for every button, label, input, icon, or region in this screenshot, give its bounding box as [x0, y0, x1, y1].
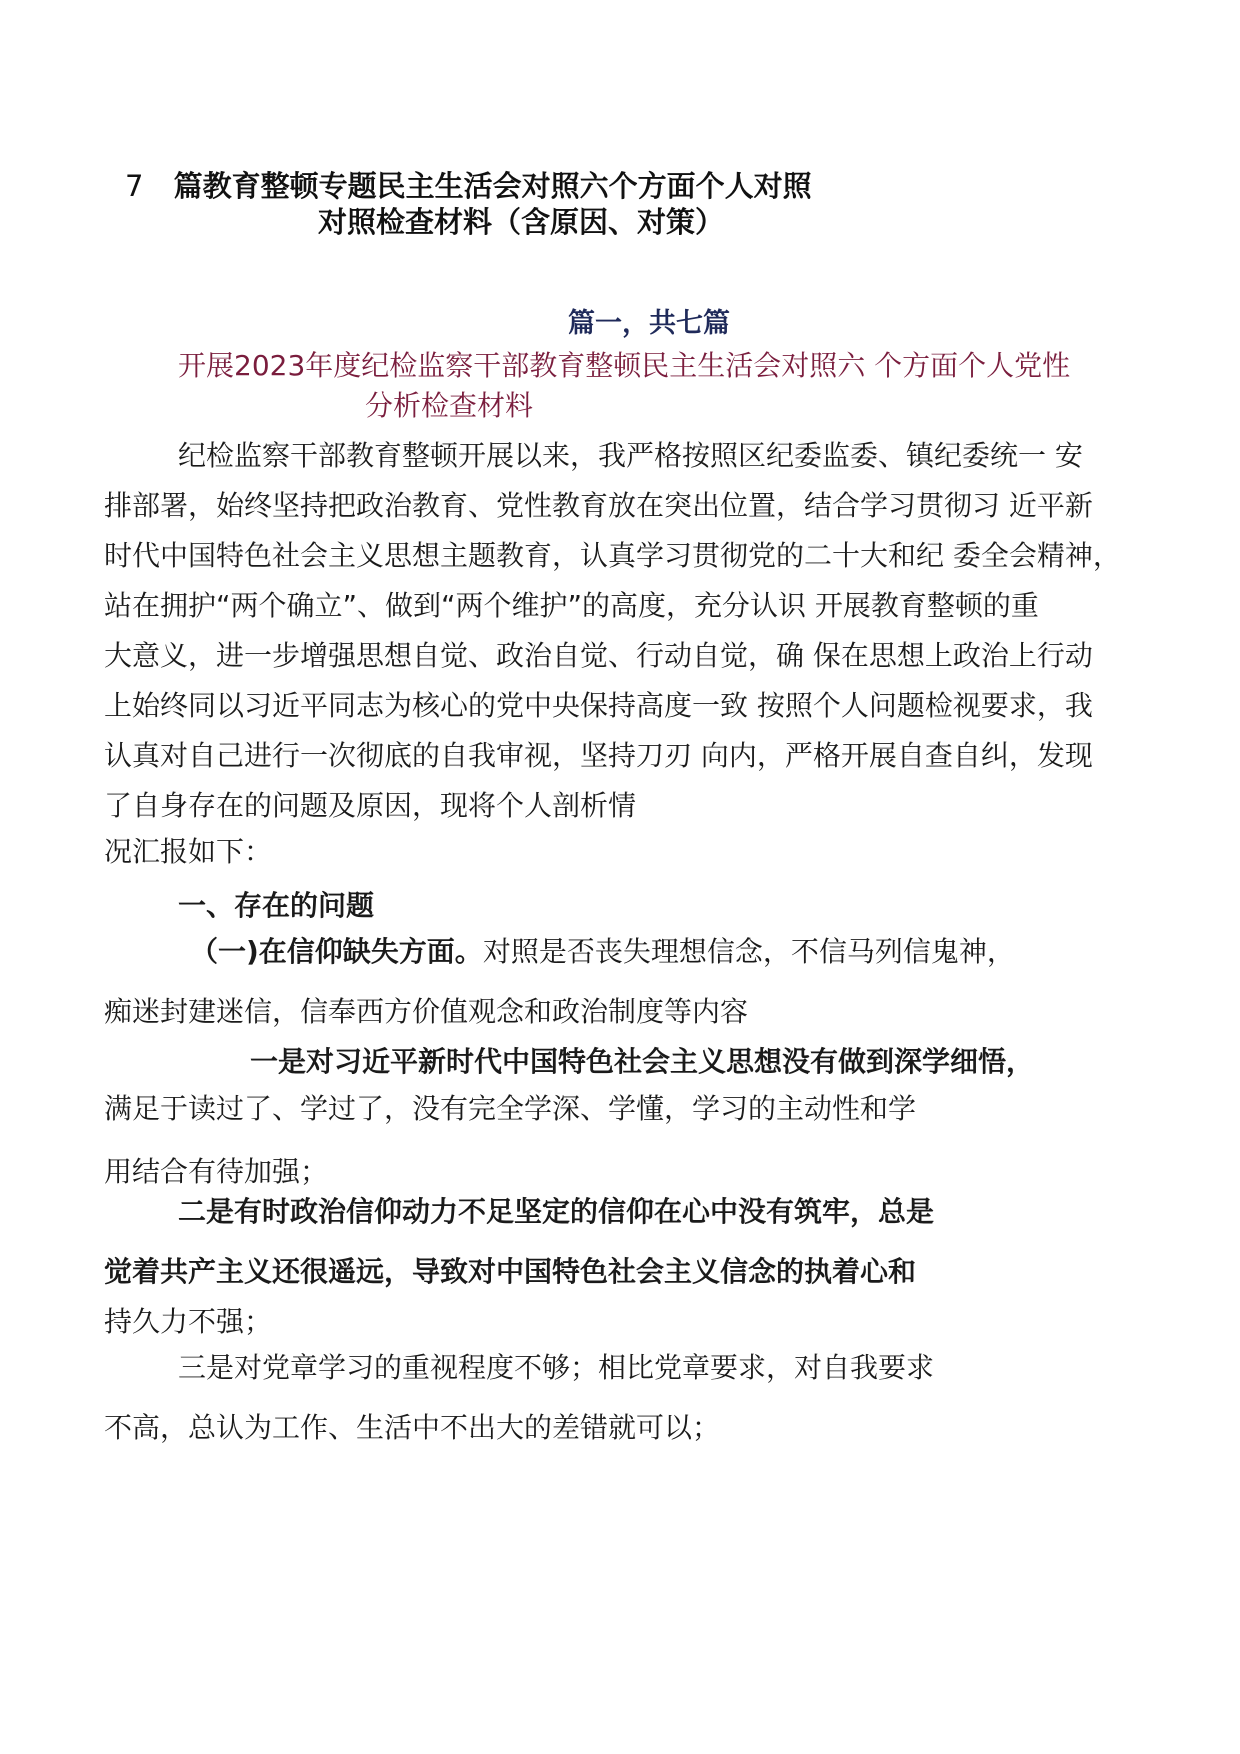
para1-line: 站在拥护“两个确立”、做到“两个维护”的高度，充分认识 开展教育整顿的重 — [104, 589, 1039, 622]
doc-title-text: 篇教育整顿专题民主生活会对照六个方面个人对照 — [173, 169, 812, 203]
item1-text: 对照是否丧失理想信念，不信马列信鬼神， — [482, 935, 1015, 968]
point1-line1: 一是对习近平新时代中国特色社会主义思想没有做到深学细悟， — [250, 1045, 1035, 1078]
doc-title-number: 7 — [125, 169, 144, 203]
point1-line2: 满足于读过了、学过了，没有完全学深、学懂，学习的主动性和学 — [104, 1092, 917, 1125]
doc-title-line1 — [125, 164, 812, 205]
subtitle-line1: 开展2023年度纪检监察干部教育整顿民主生活会对照六 个方面个人党性 — [178, 349, 1071, 382]
para1-line: 纪检监察干部教育整顿开展以来，我严格按照区纪委监委、镇纪委统一 安 — [178, 439, 1083, 472]
doc-title-line2: 对照检查材料（含原因、对策） — [318, 205, 725, 239]
para1-line: 时代中国特色社会主义思想主题教育，认真学习贯彻党的二十大和纪 委全会精神， — [104, 539, 1121, 572]
point1-line3: 用结合有待加强； — [104, 1155, 329, 1188]
point3-line1: 三是对党章学习的重视程度不够；相比党章要求，对自我要求 — [178, 1351, 935, 1384]
section-heading: 篇一，共七篇 — [568, 308, 730, 339]
item1-line2: 痴迷封建迷信，信奉西方价值观念和政治制度等内容 — [104, 995, 749, 1028]
para1-line: 大意义，进一步增强思想自觉、政治自觉、行动自觉，确 保在思想上政治上行动 — [104, 639, 1093, 672]
para1-line: 排部署，始终坚持把政治教育、党性教育放在突出位置，结合学习贯彻习 近平新 — [104, 489, 1093, 522]
item1-line1 — [190, 930, 1015, 970]
para1-line: 况汇报如下： — [104, 835, 273, 868]
point2-line2: 觉着共产主义还很遥远，导致对中国特色社会主义信念的执着心和 — [104, 1255, 917, 1288]
point2-line1: 二是有时政治信仰动力不足坚定的信仰在心中没有筑牢，总是 — [178, 1195, 935, 1228]
para1-line: 上始终同以习近平同志为核心的党中央保持高度一致 按照个人问题检视要求，我 — [104, 689, 1093, 722]
point3-line2: 不高，总认为工作、生活中不出大的差错就可以； — [104, 1411, 721, 1444]
item1-label: （一)在信仰缺失方面。 — [190, 935, 483, 968]
heading-problems: 一、存在的问题 — [178, 889, 375, 922]
para1-line: 了自身存在的问题及原因，现将个人剖析情 — [104, 789, 637, 822]
para1-line: 认真对自己进行一次彻底的自我审视，坚持刀刃 向内，严格开展自查自纠，发现 — [104, 739, 1093, 772]
point2-line3: 持久力不强； — [104, 1305, 273, 1338]
subtitle-line2: 分析检查材料 — [365, 389, 534, 422]
